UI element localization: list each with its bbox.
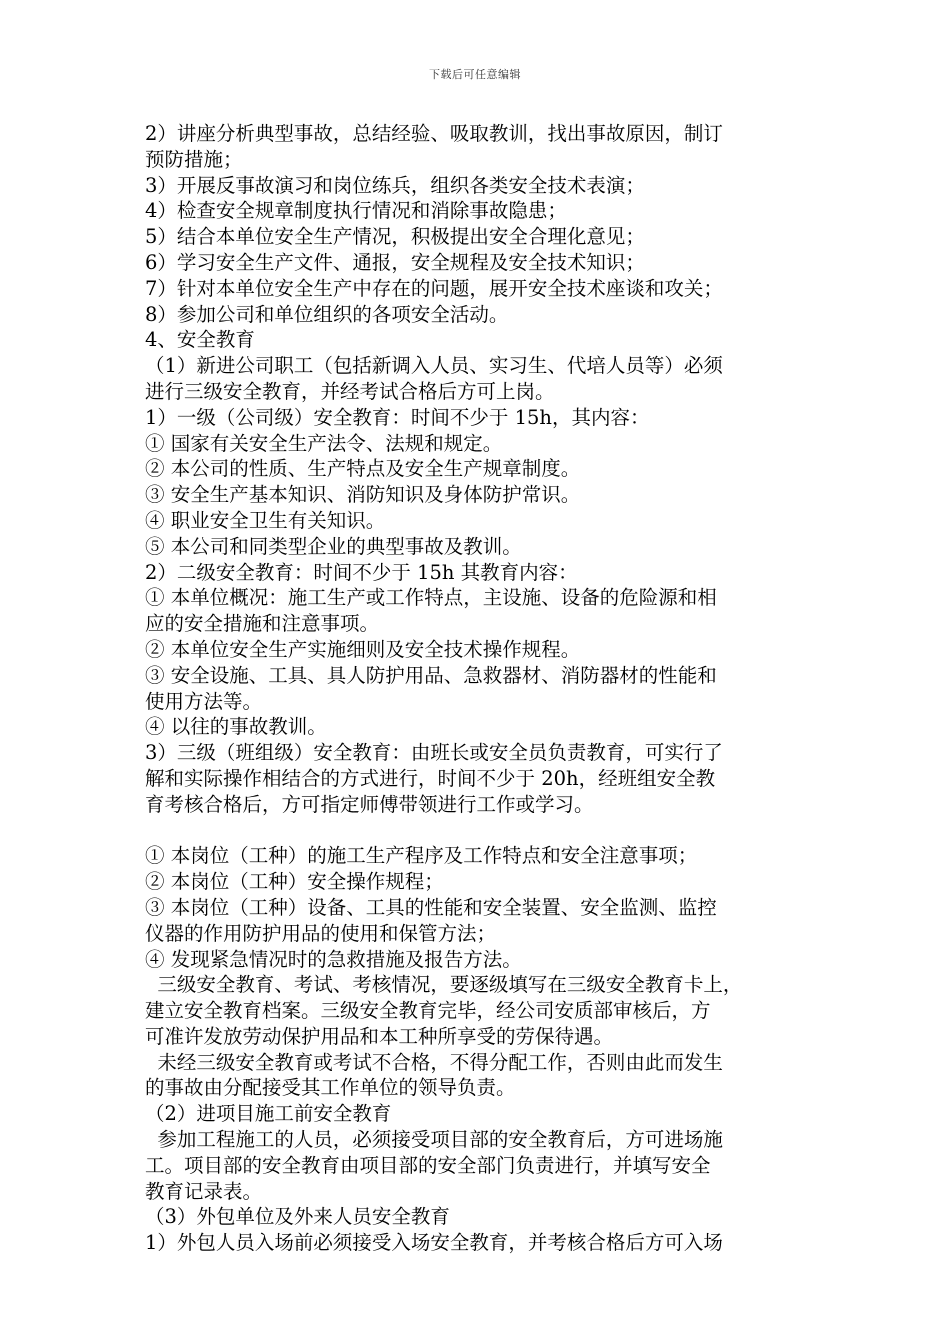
text-line: ③ 安全生产基本知识、消防知识及身体防护常识。 bbox=[145, 483, 581, 507]
text-line: ④ 发现紧急情况时的急救措施及报告方法。 bbox=[145, 947, 522, 971]
text-line: 1）一级（公司级）安全教育：时间不少于 15h，其内容： bbox=[145, 405, 650, 429]
blank-line bbox=[145, 818, 815, 844]
text-line: ③ 本岗位（工种）设备、工具的性能和安全装置、安全监测、监控 bbox=[145, 895, 717, 919]
text-line: （1）新进公司职工（包括新调入人员、实习生、代培人员等）必须 bbox=[145, 354, 723, 378]
text-line: 5）结合本单位安全生产情况，积极提出安全合理化意见； bbox=[145, 225, 645, 249]
text-line: 三级安全教育、考试、考核情况，要逐级填写在三级安全教育卡上， bbox=[145, 973, 743, 997]
text-line: 教育记录表。 bbox=[145, 1179, 263, 1203]
text-line: ① 本岗位（工种）的施工生产程序及工作特点和安全注意事项； bbox=[145, 844, 698, 868]
text-line: 应的安全措施和注意事项。 bbox=[145, 612, 380, 636]
text-line: ④ 职业安全卫生有关知识。 bbox=[145, 508, 386, 532]
text-line: 的事故由分配接受其工作单位的领导负责。 bbox=[145, 1076, 516, 1100]
text-line: 建立安全教育档案。三级安全教育完毕，经公司安质部审核后，方 bbox=[145, 999, 711, 1023]
text-line: 2）讲座分析典型事故，总结经验、吸取教训，找出事故原因，制订 bbox=[145, 122, 723, 145]
text-line: 使用方法等。 bbox=[145, 689, 263, 713]
text-line: 解和实际操作相结合的方式进行，时间不少于 20h，经班组安全教 bbox=[145, 766, 716, 790]
text-line: 预防措施； bbox=[145, 147, 243, 171]
text-line: 可准许发放劳动保护用品和本工种所享受的劳保待遇。 bbox=[145, 1024, 614, 1048]
text-line: ⑤ 本公司和同类型企业的典型事故及教训。 bbox=[145, 534, 522, 558]
text-line: 8）参加公司和单位组织的各项安全活动。 bbox=[145, 302, 509, 326]
text-line: ① 国家有关安全生产法令、法规和规定。 bbox=[145, 431, 503, 455]
text-line: 3）开展反事故演习和岗位练兵，组织各类安全技术表演； bbox=[145, 173, 645, 197]
text-line: ② 本岗位（工种）安全操作规程； bbox=[145, 870, 444, 894]
text-line: （3）外包单位及外来人员安全教育 bbox=[145, 1205, 450, 1229]
text-line: （2）进项目施工前安全教育 bbox=[145, 1102, 392, 1126]
text-line: ④ 以往的事故教训。 bbox=[145, 715, 327, 739]
text-line: 7）针对本单位安全生产中存在的问题，展开安全技术座谈和攻关； bbox=[145, 276, 723, 300]
text-line: 4）检查安全规章制度执行情况和消除事故隐患； bbox=[145, 199, 567, 223]
text-line: 进行三级安全教育，并经考试合格后方可上岗。 bbox=[145, 379, 555, 403]
text-line: 仪器的作用防护用品的使用和保管方法； bbox=[145, 921, 497, 945]
page-header: 下载后可任意编辑 bbox=[429, 68, 521, 81]
text-line: ② 本单位安全生产实施细则及安全技术操作规程。 bbox=[145, 637, 581, 661]
document-body bbox=[145, 121, 815, 1256]
text-line: 2）二级安全教育：时间不少于 15h 其教育内容： bbox=[145, 560, 578, 584]
text-line: 未经三级安全教育或考试不合格，不得分配工作，否则由此而发生 bbox=[145, 1050, 723, 1074]
text-line: 育考核合格后，方可指定师傅带领进行工作或学习。 bbox=[145, 792, 594, 816]
text-line: 6）学习安全生产文件、通报，安全规程及安全技术知识； bbox=[145, 250, 645, 274]
text-line: 1）外包人员入场前必须接受入场安全教育，并考核合格后方可入场 bbox=[145, 1231, 723, 1255]
text-line: 工。项目部的安全教育由项目部的安全部门负责进行，并填写安全 bbox=[145, 1153, 711, 1177]
text-line: ② 本公司的性质、生产特点及安全生产规章制度。 bbox=[145, 457, 581, 481]
text-line: ③ 安全设施、工具、具人防护用品、急救器材、消防器材的性能和 bbox=[145, 663, 717, 687]
text-line: ① 本单位概况：施工生产或工作特点，主设施、设备的危险源和相 bbox=[145, 586, 717, 610]
text-line: 3）三级（班组级）安全教育：由班长或安全员负责教育，可实行了 bbox=[145, 741, 723, 765]
text-line: 4、安全教育 bbox=[145, 328, 255, 352]
text-line: 参加工程施工的人员，必须接受项目部的安全教育后，方可进场施 bbox=[145, 1128, 723, 1152]
